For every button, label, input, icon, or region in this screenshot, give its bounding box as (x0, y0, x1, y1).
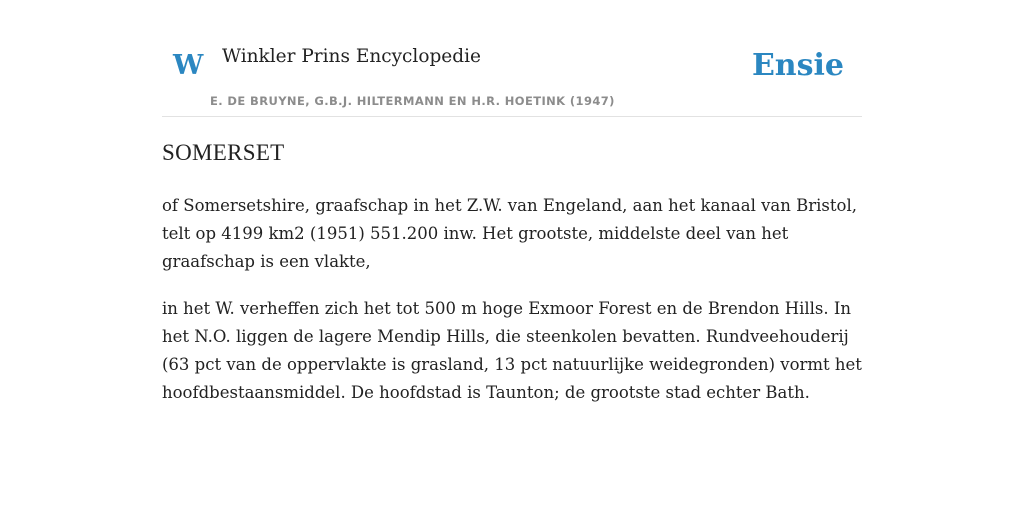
source-header (162, 0, 862, 117)
ensie-logo[interactable]: Ensie (751, 48, 844, 83)
entry-paragraph-2: in het W. verheffen zich het tot 500 m hoge Exmoor Forest en de Brendon Hills. In het N.O. liggen de lagere Mendip Hills, die steenkolen bevatten. Rundveehouderij (63 pct van de oppervlakte is grasland, 13 pct natuurlijke weidegronden) vormt het hoofdbestaansmiddel. De hoofdstad is Taunton; de grootste stad echter Bath. (162, 299, 862, 402)
authors-line: E. DE BRUYNE, G.B.J. HILTERMANN EN H.R. HOETINK (1947) (210, 94, 615, 108)
book-title[interactable]: Winkler Prins Encyclopedie (222, 46, 481, 67)
entry-title: SOMERSET (162, 140, 285, 165)
winkler-prins-logo[interactable]: W (173, 50, 204, 81)
entry-paragraph-1: of Somersetshire, graafschap in het Z.W. van Engeland, aan het kanaal van Bristol, telt op 4199 km2 (1951) 551.200 inw. Het grootste, middelste deel van het graafschap is een vlakte, (162, 196, 857, 271)
